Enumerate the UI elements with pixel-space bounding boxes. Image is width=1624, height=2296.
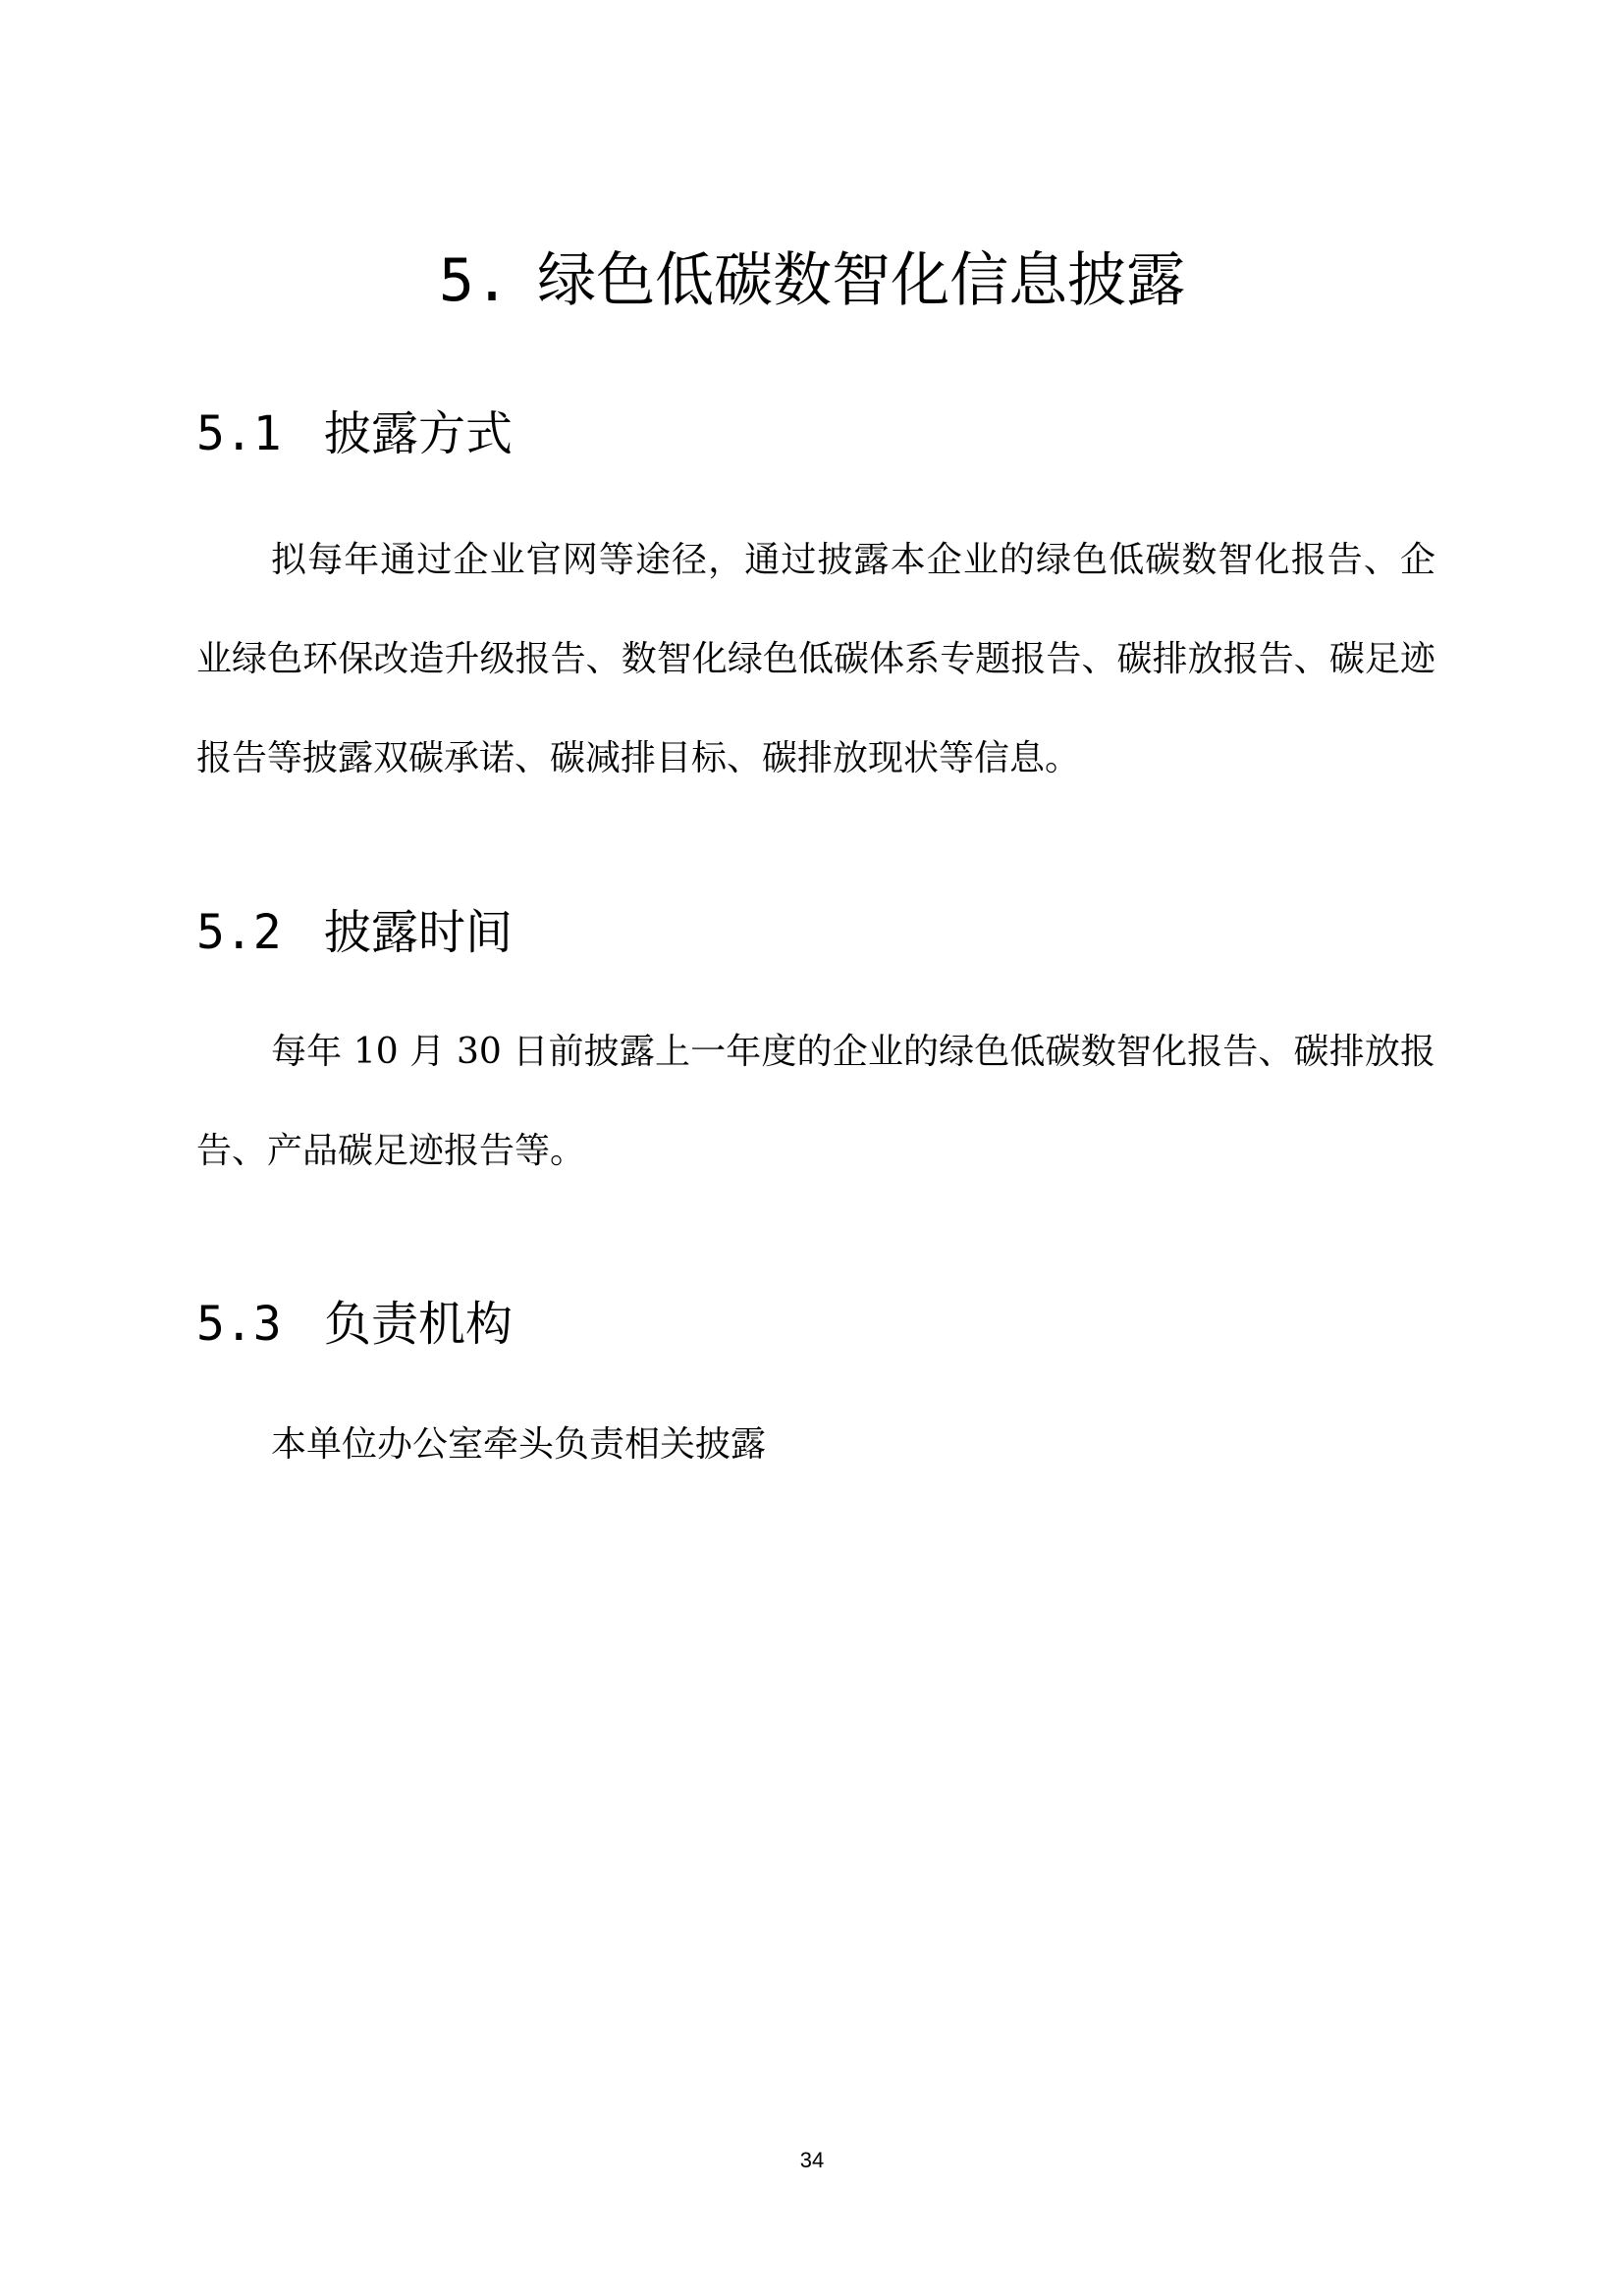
page-number: 34: [799, 2148, 825, 2172]
section-body-5-3: 本单位办公室牵头负责相关披露: [271, 1424, 767, 1465]
section-title: 披露方式: [324, 406, 514, 461]
section-title: 负责机构: [324, 1297, 514, 1352]
chapter-title: [0, 241, 1624, 320]
chapter-number: 5.: [438, 246, 511, 315]
section-number: 5.3: [196, 1297, 282, 1352]
chapter-title-text: 绿色低碳数智化信息披露: [537, 246, 1186, 315]
section-title: 披露时间: [324, 905, 514, 960]
section-body-5-1: 拟每年通过企业官网等途径，通过披露本企业的绿色低碳数智化报告、企业绿色环保改造升级报告、数智化绿色低碳体系专题报告、碳排放报告、碳足迹报告等披露双碳承诺、碳减排目标、碳排放现状等信息。: [196, 540, 1435, 778]
section-number: 5.1: [196, 406, 282, 461]
section-body-5-2: 每年 10 月 30 日前披露上一年度的企业的绿色低碳数智化报告、碳排放报告、产品碳足迹报告等。: [196, 1032, 1435, 1171]
section-number: 5.2: [196, 905, 282, 960]
section-heading-5-2: [196, 901, 513, 964]
section-heading-5-3: [196, 1293, 513, 1356]
section-heading-5-1: [196, 402, 513, 465]
